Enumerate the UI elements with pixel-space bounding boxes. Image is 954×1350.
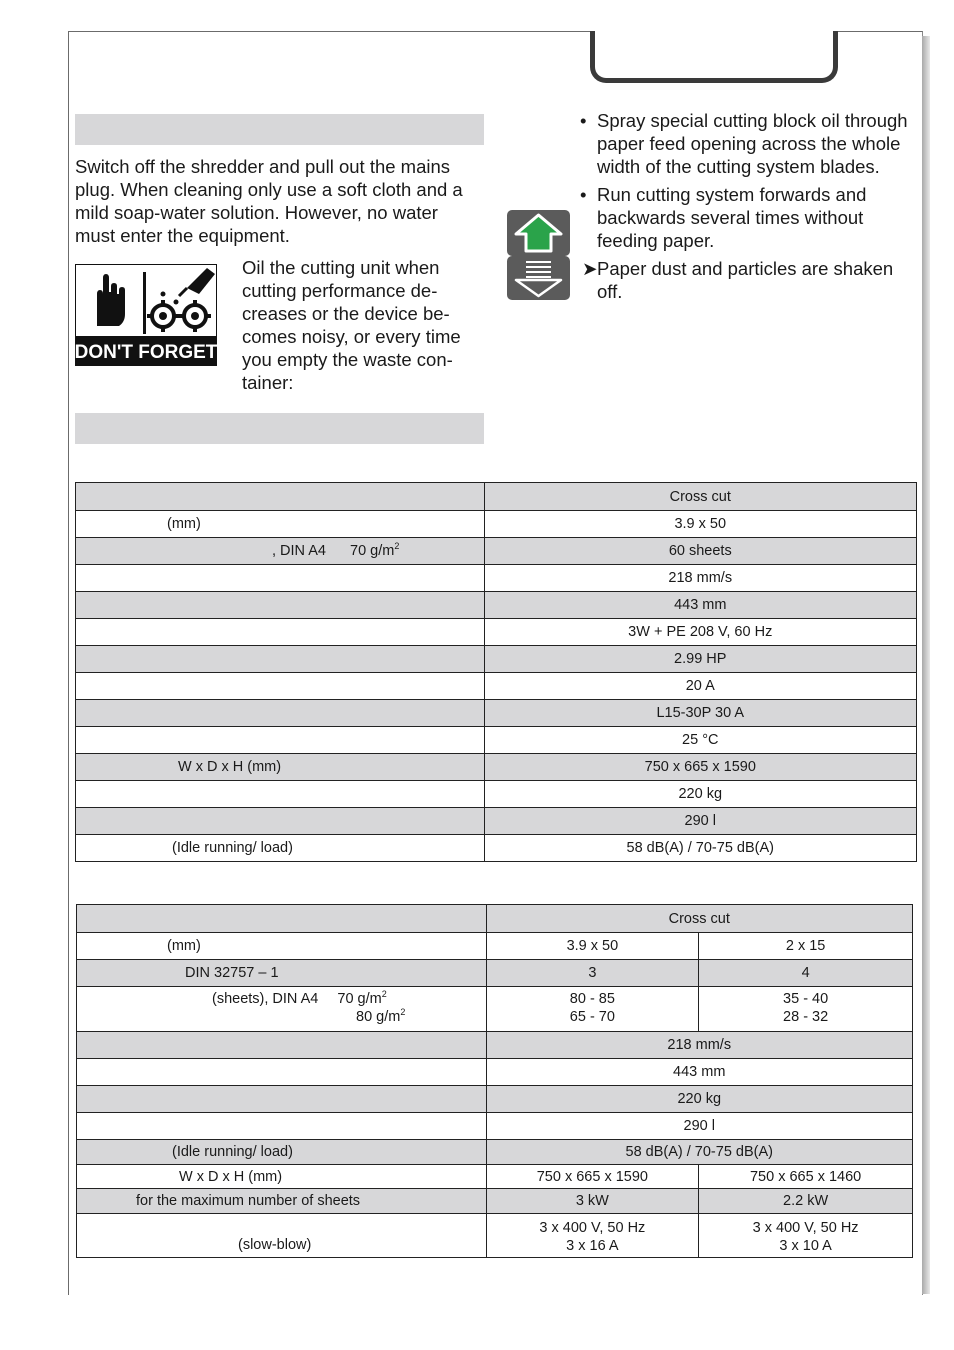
table-row: Cross cut <box>77 905 913 933</box>
table-row: W x D x H (mm) 750 x 665 x 1590 <box>76 754 917 781</box>
table-row: (slow-blow) 3 x 400 V, 50 Hz 3 x 16 A 3 x 400 V, 50 Hz 3 x 10 A <box>77 1214 913 1258</box>
forward-button-icon <box>507 210 570 256</box>
spec-table-1 <box>75 482 917 862</box>
cleaning-text: Switch off the shredder and pull out the mains plug. When cleaning only use a soft cloth and a mild soap-water solution. However, no water must enter the equipment. <box>75 156 463 246</box>
result-text: Paper dust and particles are shaken off. <box>597 258 894 302</box>
table-row: Cross cut <box>76 483 917 511</box>
list-item: • Spray special cutting block oil through paper feed opening across the whole width of the cutting system blades. <box>580 110 908 177</box>
table-row: (Idle running/ load) 58 dB(A) / 70-75 dB(A) <box>76 835 917 862</box>
table-row: 3W + PE 208 V, 60 Hz <box>76 619 917 646</box>
section-heading-bar-cleaning <box>75 114 484 145</box>
reverse-button-icon <box>507 256 570 300</box>
header-tab <box>590 31 838 83</box>
table-row: 2.99 HP <box>76 646 917 673</box>
result-arrow-icon: ➤ <box>582 258 598 279</box>
dont-forget-icon <box>75 264 217 366</box>
step-text: Run cutting system forwards and backwards several times without feeding paper. <box>597 184 867 251</box>
table-row: 20 A <box>76 673 917 700</box>
table-row: L15-30P 30 A <box>76 700 917 727</box>
step-text: Spray special cutting block oil through paper feed opening across the whole width of the cutting system blades. <box>597 110 908 177</box>
table-row: 220 kg <box>76 781 917 808</box>
table-row: 220 kg <box>77 1086 913 1113</box>
table-row: 218 mm/s <box>77 1032 913 1059</box>
table-row: , DIN A4 70 $g/m^2$ 60 sheets <box>76 538 917 565</box>
arrow-up-icon <box>507 210 570 256</box>
table-row: 25 °C <box>76 727 917 754</box>
table-row: W x D x H (mm) 750 x 665 x 1590 750 x 665 x 1460 <box>77 1165 913 1189</box>
table-row: for the maximum number of sheets 3 kW 2.2 kW <box>77 1189 913 1214</box>
table-row: (mm) 3.9 x 50 <box>76 511 917 538</box>
table-row: 290 l <box>76 808 917 835</box>
list-item <box>580 257 918 303</box>
arrow-down-icon <box>507 256 570 300</box>
page-shadow <box>922 36 930 1294</box>
table-row: 218 mm/s <box>76 565 917 592</box>
list-item: • Run cutting system forwards and backwards several times without feeding paper. <box>580 184 867 251</box>
table-row: 290 l <box>77 1113 913 1140</box>
table-row: (mm) 3.9 x 50 2 x 15 <box>77 933 913 960</box>
oil-instruction-text: Oil the cutting unit when cutting performance de- creases or the device be- comes noisy, or every time you empty the waste con- tainer: <box>242 257 461 393</box>
table-row: 443 mm <box>77 1059 913 1086</box>
section-heading-bar-technical-data <box>75 413 484 444</box>
table-row: (Idle running/ load) 58 dB(A) / 70-75 dB(A) <box>77 1140 913 1165</box>
dont-forget-label: DON'T FORGET <box>75 342 217 363</box>
spec-table-2 <box>76 904 913 1258</box>
oil-steps-list <box>580 109 918 308</box>
table-row: DIN 32757 – 1 3 4 <box>77 960 913 987</box>
table-row: 443 mm <box>76 592 917 619</box>
table-row: (sheets), DIN A4 70 $g/m^2$ 80 $g/m^2$ 80 - 85 65 - 70 35 - 40 28 - 32 <box>77 987 913 1032</box>
